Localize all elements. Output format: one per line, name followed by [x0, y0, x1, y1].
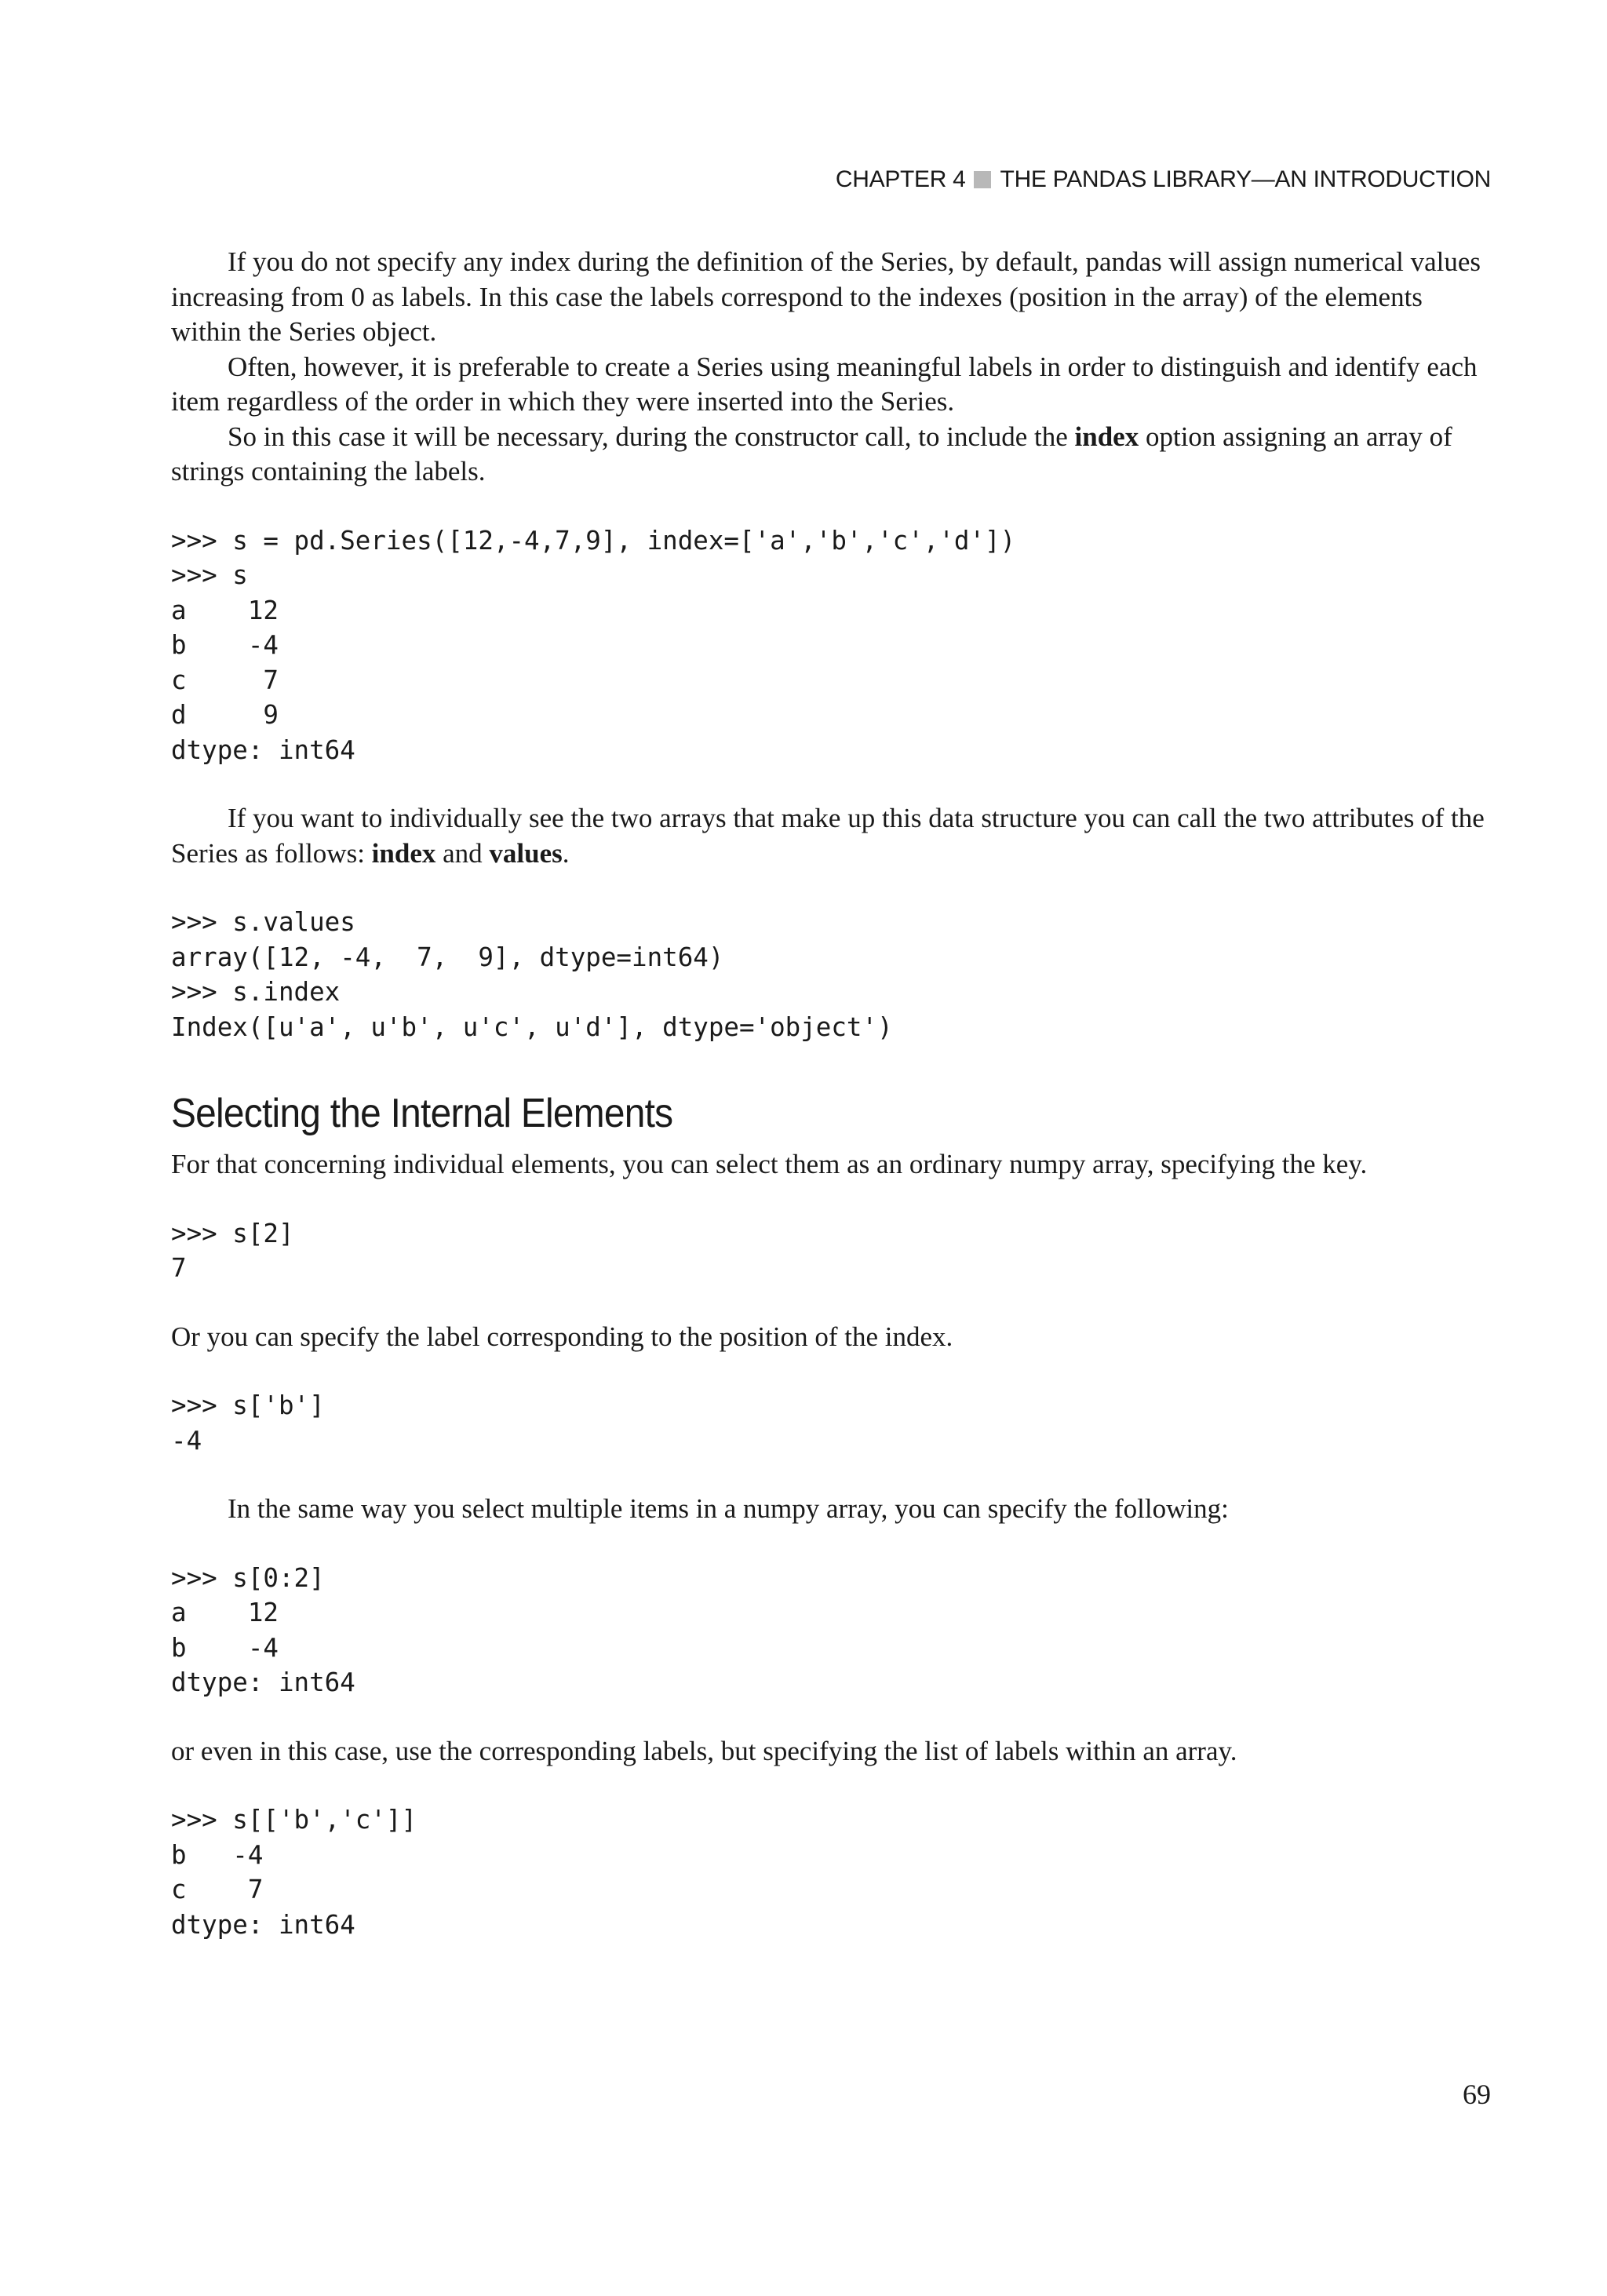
running-head [836, 166, 1491, 193]
square-separator-icon [974, 171, 991, 188]
page-number: 69 [1463, 2079, 1491, 2110]
chapter-label: CHAPTER 4 [835, 166, 966, 192]
paragraph-attributes: If you want to individually see the two arrays that make up this data structure you can call the two attributes of the Series as follows: index and values. [171, 803, 1485, 869]
bold-term: index [371, 837, 436, 869]
paragraph-default-index: If you do not specify any index during the definition of the Series, by default, pandas will assign numerical values increasing from 0 as labels. In this case the labels correspond to the indexes (position in the array) of the elements within the Series object. [171, 246, 1481, 347]
code-block-values-index: >>> s.values array([12, -4, 7, 9], dtype=int64) >>> s.index Index([u'a', u'b', u'c', u'd'], dtype='object') [171, 907, 893, 1042]
section-title: Selecting the Internal Elements [171, 1091, 673, 1136]
code-block-series-definition: >>> s = pd.Series([12,-4,7,9], index=['a','b','c','d']) >>> s a 12 b -4 c 7 d 9 dtype: int64 [171, 525, 1016, 765]
code-block-select-label: >>> s['b'] -4 [171, 1390, 325, 1456]
code-block-select-position: >>> s[2] 7 [171, 1218, 294, 1283]
bold-term: values [489, 837, 563, 869]
paragraph-label-list: or even in this case, use the corresponding labels, but specifying the list of labels within an array. [171, 1735, 1237, 1766]
paragraph-index-option: So in this case it will be necessary, during the constructor call, to include the index option assigning an array of strings containing the labels. [171, 421, 1452, 487]
paragraph-multiple-items: In the same way you select multiple items in a numpy array, you can specify the following: [228, 1493, 1229, 1524]
code-block-slice: >>> s[0:2] a 12 b -4 dtype: int64 [171, 1562, 355, 1697]
page-content [171, 245, 1497, 1942]
bold-term: index [1074, 421, 1139, 452]
code-block-label-list: >>> s[['b','c']] b -4 c 7 dtype: int64 [171, 1805, 417, 1940]
paragraph-select-elements: For that concerning individual elements, you can select them as an ordinary numpy array, specifying the key. [171, 1149, 1368, 1179]
paragraph-meaningful-labels: Often, however, it is preferable to create a Series using meaningful labels in order to distinguish and identify each item regardless of the order in which they were inserted into the Series. [171, 351, 1478, 417]
chapter-title: THE PANDAS LIBRARY—AN INTRODUCTION [1000, 166, 1491, 192]
paragraph-select-label: Or you can specify the label corresponding to the position of the index. [171, 1321, 953, 1352]
